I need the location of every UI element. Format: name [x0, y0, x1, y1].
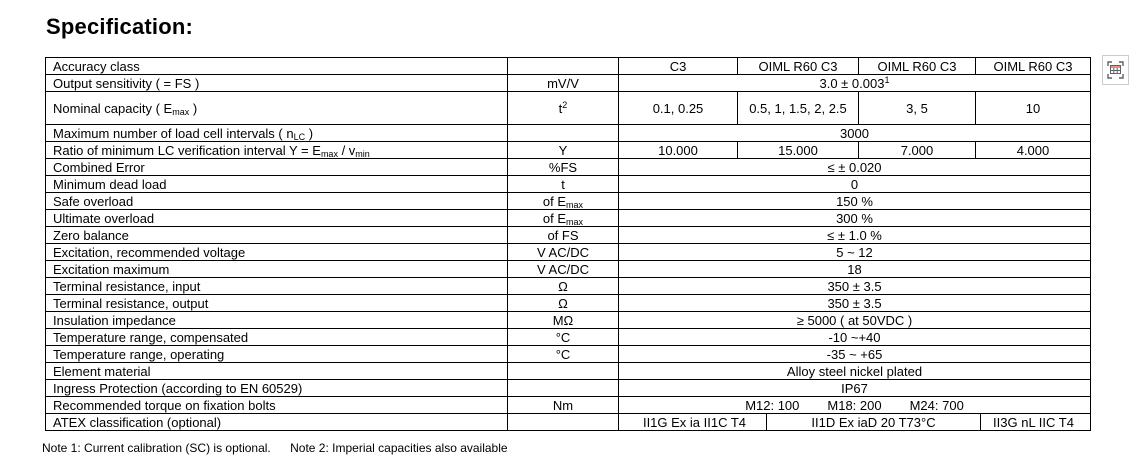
table-row-terminal-resistance-input — [46, 278, 1091, 295]
param-cell: Temperature range, compensated — [46, 329, 508, 346]
table-row-zero-balance — [46, 227, 1091, 244]
table-row-temperature-compensated — [46, 329, 1091, 346]
value-cell: 4.000 — [976, 142, 1091, 159]
note-2: Note 2: Imperial capacities also available — [290, 441, 508, 455]
table-row-ratio-y — [46, 142, 1091, 159]
value-cell — [619, 397, 1091, 414]
value-cell: IP67 — [619, 380, 1091, 397]
unit-cell: Y — [508, 142, 619, 159]
unit-cell — [508, 125, 619, 142]
value-cell: -10 ~+40 — [619, 329, 1091, 346]
unit-cell: %FS — [508, 159, 619, 176]
unit-superscript: 2 — [562, 99, 568, 110]
value-cell: 18 — [619, 261, 1091, 278]
unit-cell — [508, 92, 619, 125]
table-anchor-icon[interactable] — [1102, 55, 1129, 85]
value-text: 3.0 ± 0.003 — [819, 75, 885, 91]
param-cell: Ultimate overload — [46, 210, 508, 227]
param-cell: Accuracy class — [46, 58, 508, 75]
param-cell: Terminal resistance, input — [46, 278, 508, 295]
value-cell: 3, 5 — [859, 92, 976, 125]
value-cell: 150 % — [619, 193, 1091, 210]
table-row-max-intervals — [46, 125, 1091, 142]
value-cell: 300 % — [619, 210, 1091, 227]
value-cell: 0.1, 0.25 — [619, 92, 738, 125]
param-text: ) — [305, 125, 314, 141]
torque-m12: M12: 100 — [745, 397, 800, 413]
torque-values — [629, 398, 1080, 413]
value-cell — [619, 75, 1091, 92]
unit-subscript: max — [566, 199, 584, 210]
unit-cell — [508, 363, 619, 380]
param-cell: Zero balance — [46, 227, 508, 244]
param-cell — [46, 125, 508, 142]
value-cell: OIML R60 C3 — [976, 58, 1091, 75]
table-row-element-material — [46, 363, 1091, 380]
table-row-terminal-resistance-output — [46, 295, 1091, 312]
table-row-output-sensitivity — [46, 75, 1091, 92]
param-cell: ATEX classification (optional) — [46, 414, 508, 431]
unit-cell — [508, 380, 619, 397]
param-text: Ratio of minimum LC verification interval Y = E — [53, 142, 321, 158]
page-title: Specification: — [46, 14, 194, 39]
unit-text: of E — [542, 193, 567, 209]
value-cell: 0 — [619, 176, 1091, 193]
param-text: Nominal capacity ( E — [53, 100, 173, 116]
table-row-temperature-operating — [46, 346, 1091, 363]
table-row-insulation-impedance — [46, 312, 1091, 329]
param-cell: Excitation, recommended voltage — [46, 244, 508, 261]
unit-cell — [508, 210, 619, 227]
param-cell: Minimum dead load — [46, 176, 508, 193]
torque-m18: M18: 200 — [827, 397, 882, 413]
unit-cell: °C — [508, 346, 619, 363]
unit-text: of E — [542, 210, 567, 226]
table-row-minimum-dead-load — [46, 176, 1091, 193]
unit-cell: mV/V — [508, 75, 619, 92]
table-row-excitation-maximum — [46, 261, 1091, 278]
param-subscript: min — [355, 148, 370, 159]
value-cell — [619, 414, 1091, 431]
unit-cell: of FS — [508, 227, 619, 244]
table-row-atex — [46, 414, 1091, 431]
atex-values — [623, 414, 1086, 430]
unit-cell — [508, 414, 619, 431]
unit-cell: Nm — [508, 397, 619, 414]
param-cell: Combined Error — [46, 159, 508, 176]
value-cell: 350 ± 3.5 — [619, 295, 1091, 312]
table-row-excitation-recommended — [46, 244, 1091, 261]
value-cell: Alloy steel nickel plated — [619, 363, 1091, 380]
unit-cell: Ω — [508, 295, 619, 312]
unit-subscript: max — [566, 216, 584, 227]
atex-gas-cell: II1G Ex ia II1C T4 — [623, 414, 767, 430]
param-cell — [46, 92, 508, 125]
value-cell: 3000 — [619, 125, 1091, 142]
unit-cell: Ω — [508, 278, 619, 295]
param-text: Maximum number of load cell intervals ( n — [53, 125, 294, 141]
param-cell: Ingress Protection (according to EN 60529) — [46, 380, 508, 397]
value-cell: 10 — [976, 92, 1091, 125]
value-cell: ≥ 5000 ( at 50VDC ) — [619, 312, 1091, 329]
atex-dust-cell: II1D Ex iaD 20 T73°C — [767, 414, 981, 430]
torque-m24: M24: 700 — [909, 397, 964, 413]
footnote-ref: 1 — [884, 74, 890, 85]
unit-cell — [508, 193, 619, 210]
table-icon — [1102, 55, 1129, 85]
value-cell: 350 ± 3.5 — [619, 278, 1091, 295]
table-row-combined-error — [46, 159, 1091, 176]
param-cell: Excitation maximum — [46, 261, 508, 278]
table-row-accuracy-class — [46, 58, 1091, 75]
footnotes — [42, 441, 508, 455]
atex-nl-cell: II3G nL IIC T4 — [993, 414, 1074, 430]
param-text: ) — [189, 100, 198, 116]
value-cell: ≤ ± 0.020 — [619, 159, 1091, 176]
value-cell: OIML R60 C3 — [859, 58, 976, 75]
value-cell: 5 ~ 12 — [619, 244, 1091, 261]
param-cell — [46, 142, 508, 159]
value-cell: 10.000 — [619, 142, 738, 159]
param-cell: Safe overload — [46, 193, 508, 210]
param-cell: Output sensitivity ( = FS ) — [46, 75, 508, 92]
value-cell: ≤ ± 1.0 % — [619, 227, 1091, 244]
param-cell: Temperature range, operating — [46, 346, 508, 363]
param-subscript: LC — [293, 131, 306, 142]
table-row-ultimate-overload — [46, 210, 1091, 227]
unit-cell: V AC/DC — [508, 261, 619, 278]
param-subscript: max — [172, 106, 190, 117]
unit-cell: MΩ — [508, 312, 619, 329]
param-cell: Recommended torque on fixation bolts — [46, 397, 508, 414]
value-cell: 0.5, 1, 1.5, 2, 2.5 — [738, 92, 859, 125]
value-cell: 15.000 — [738, 142, 859, 159]
param-text: / v — [337, 142, 356, 158]
table-row-ingress-protection — [46, 380, 1091, 397]
note-1: Note 1: Current calibration (SC) is optional. — [42, 441, 271, 455]
param-cell: Insulation impedance — [46, 312, 508, 329]
param-cell: Terminal resistance, output — [46, 295, 508, 312]
table-row-safe-overload — [46, 193, 1091, 210]
value-cell: OIML R60 C3 — [738, 58, 859, 75]
unit-cell — [508, 58, 619, 75]
param-cell: Element material — [46, 363, 508, 380]
unit-text: t — [558, 100, 563, 116]
value-cell: C3 — [619, 58, 738, 75]
unit-cell: V AC/DC — [508, 244, 619, 261]
param-subscript: max — [320, 148, 338, 159]
unit-cell: °C — [508, 329, 619, 346]
table-row-torque — [46, 397, 1091, 414]
specification-table — [45, 57, 1091, 431]
value-cell: -35 ~ +65 — [619, 346, 1091, 363]
unit-cell: t — [508, 176, 619, 193]
table-row-nominal-capacity — [46, 92, 1091, 125]
value-cell: 7.000 — [859, 142, 976, 159]
